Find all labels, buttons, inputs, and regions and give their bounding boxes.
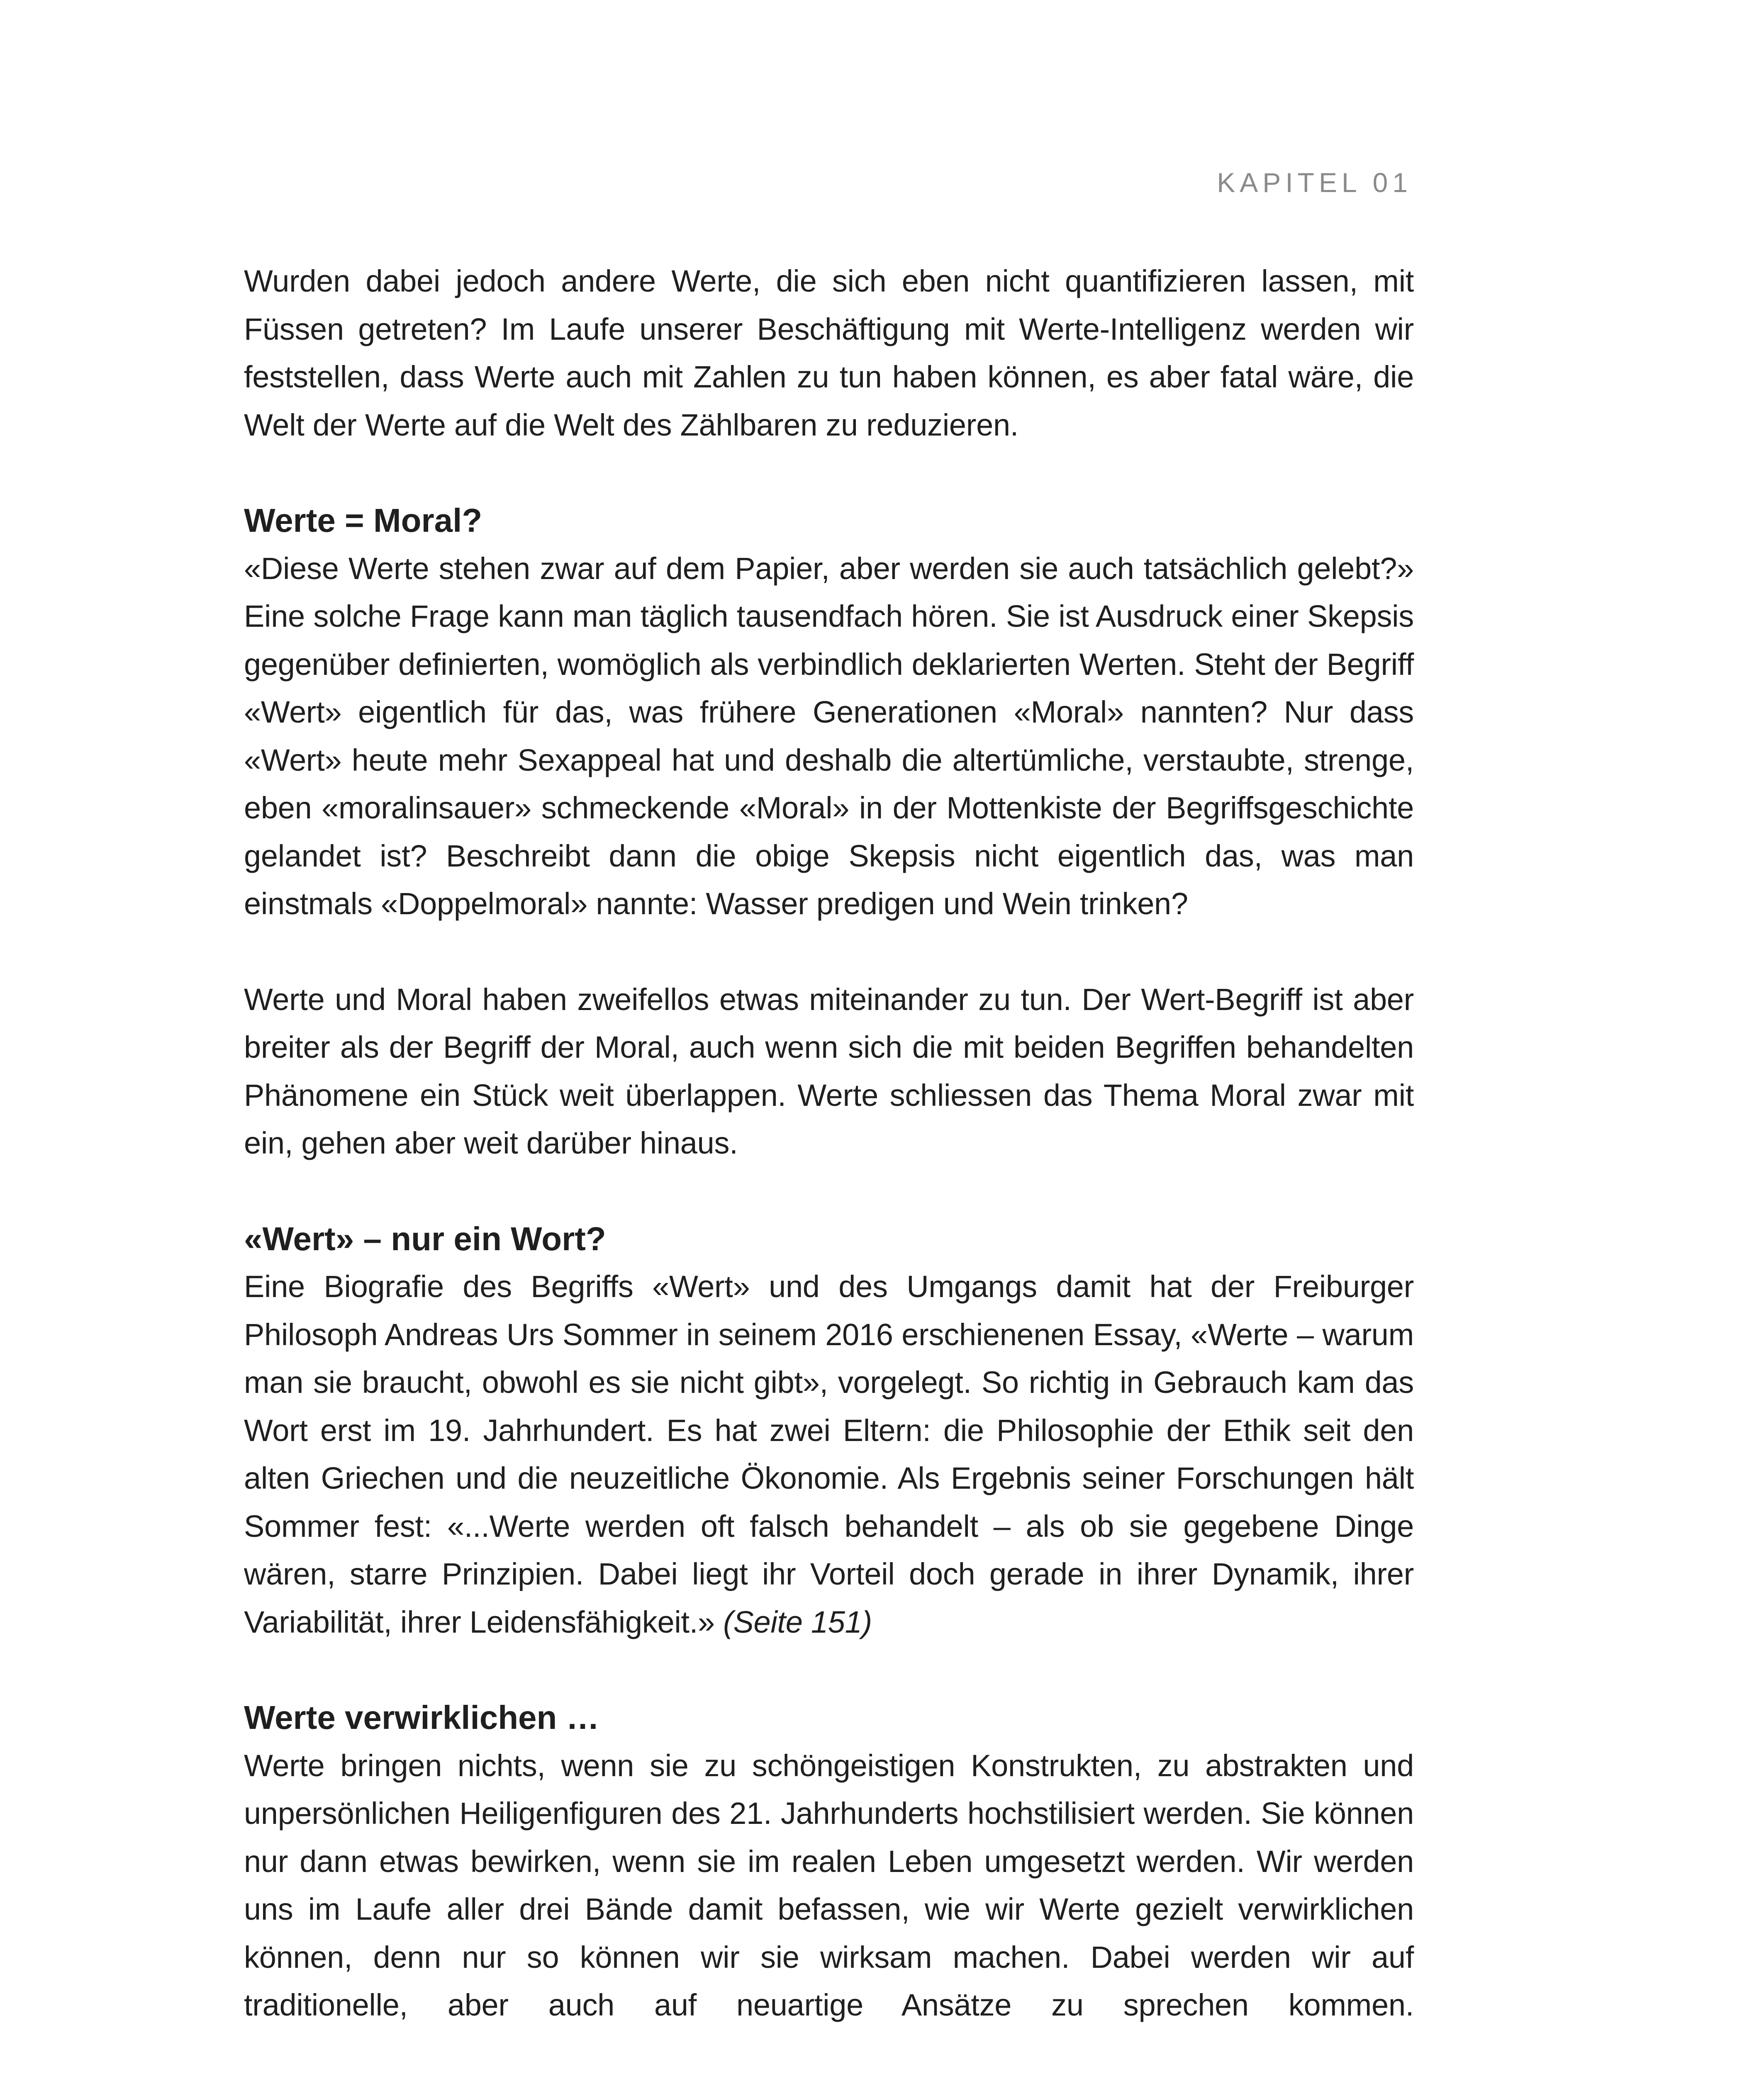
section-heading-verwirklichen: Werte verwirklichen … — [244, 1699, 599, 1736]
moral-paragraph-1: «Diese Werte stehen zwar auf dem Papier, aber werden sie auch tatsächlich gelebt?» Eine solche Frage kann man täglich tausendfach hören. Sie ist Ausdruck einer Skepsis gegenüber definierten, womöglich als verbindlich deklarierten Werten. Steht der Begriff «Wert» eigentlich für das, was frühere Generationen «Moral» nannten? Nur dass «Wert» heute mehr Sexappeal hat und deshalb die altertümliche, verstaubte, strenge, eben «moralinsauer» schmeckende «Moral» in der Mottenkiste der Begriffsgeschichte gelandet ist? Beschreibt dann die obige Skepsis nicht eigentlich das, was man einstmals «Doppelmoral» nannte: Wasser predigen und Wein trinken? — [244, 551, 1414, 921]
body-text — [244, 257, 1414, 2029]
spacer — [244, 928, 1414, 976]
verwirklichen-paragraph-1: Werte bringen nichts, wenn sie zu schöngeistigen Konstrukten, zu abstrakten und unpersönlichen Heiligenfiguren des 21. Jahrhunderts hochstilisiert werden. Sie können nur dann etwas bewirken, wenn sie im realen Leben umgesetzt werden. Wir werden uns im Laufe aller drei Bände damit befassen, wie wir Werte gezielt verwirklichen können, denn nur so können wir sie wirksam machen. Dabei werden wir auf traditionelle, aber auch auf neuartige Ansätze zu sprechen kommen. — [244, 1748, 1414, 2022]
wort-paragraph-text: Eine Biografie des Begriffs «Wert» und des Umgangs damit hat der Freiburger Philosoph Andreas Urs Sommer in seinem 2016 erschienenen Essay, «Werte – warum man sie braucht, obwohl es sie nicht gibt», vorgelegt. So richtig in Gebrauch kam das Wort erst im 19. Jahrhundert. Es hat zwei Eltern: die Philosophie der Ethik seit den alten Griechen und die neuzeitliche Ökonomie. Als Ergebnis seiner Forschungen hält Sommer fest: «...Werte werden oft falsch behandelt – als ob sie gegebene Dinge wären, starre Prinzipien. Dabei liegt ihr Vorteil doch gerade in ihrer Dynamik, ihrer Variabilität, ihrer Leidensfähigkeit.» — [244, 1269, 1414, 1639]
spacer — [244, 449, 1414, 497]
spacer — [244, 1646, 1414, 1694]
section-heading-moral: Werte = Moral? — [244, 502, 482, 539]
intro-paragraph: Wurden dabei jedoch andere Werte, die sich eben nicht quantifizieren lassen, mit Füssen getreten? Im Laufe unserer Beschäftigung mit Werte-Intelligenz werden wir feststellen, dass Werte auch mit Zahlen zu tun haben können, es aber fatal wäre, die Welt der Werte auf die Welt des Zählbaren zu reduzieren. — [244, 264, 1414, 442]
moral-paragraph-2: Werte und Moral haben zweifellos etwas miteinander zu tun. Der Wert-Begriff ist aber breiter als der Begriff der Moral, auch wenn sich die mit beiden Begriffen behandelten Phänomene ein Stück weit überlappen. Werte schliessen das Thema Moral zwar mit ein, gehen aber weit darüber hinaus. — [244, 982, 1414, 1160]
wort-paragraph-1 — [244, 1263, 1414, 1646]
section-heading-wort: «Wert» – nur ein Wort? — [244, 1220, 606, 1257]
running-head: KAPITEL 01 — [1217, 167, 1412, 198]
citation: (Seite 151) — [723, 1604, 872, 1639]
spacer — [244, 1167, 1414, 1215]
